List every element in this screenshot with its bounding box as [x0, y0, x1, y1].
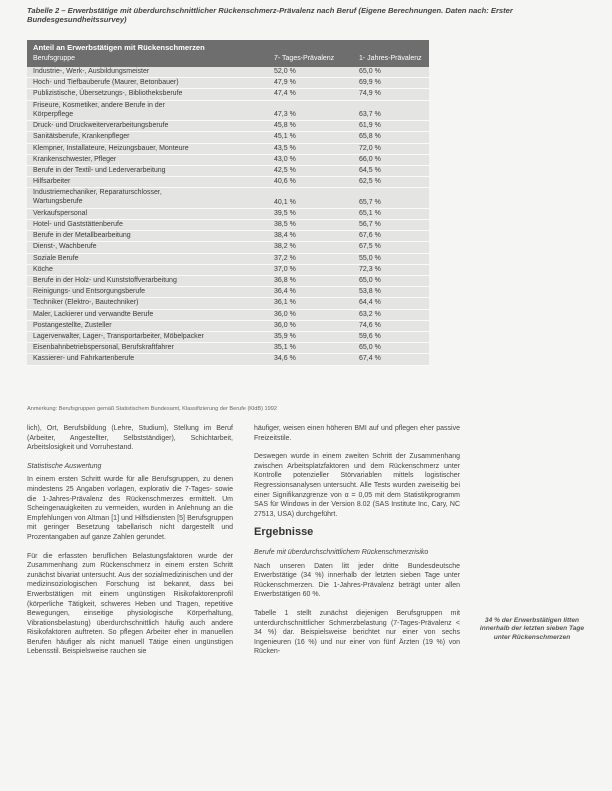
occupation-cell: Reinigungs- und Entsorgungsberufe: [33, 288, 146, 296]
paragraph: In einem ersten Schritt wurde für alle Berufsgruppen, zu denen mindestens 25 Angaben vorlagen, explorativ die 7-Tages- sowie die 1-Jahres-Prävalenz des Rückenschmerzes ermittelt. Um Scheingenauigkeiten zu vermeiden, wurden in Anlehnung an die Empfehlungen von Altman [1] und Hilfsdiensten [5] Berufsgruppen mit geringer Besetzung tabellarisch nicht dargestellt und Prozentangaben auf ganze Zahlen gerundet.: [27, 476, 233, 541]
occupation-cell: Publizistische, Übersetzungs-, Bibliotheksberufe: [33, 90, 183, 98]
table-row: [27, 166, 429, 177]
table-row: [27, 298, 429, 309]
prevalence-7day-cell: 43,5 %: [274, 144, 296, 152]
table-row: [27, 188, 429, 209]
prevalence-1year-cell: 65,0 %: [359, 68, 381, 75]
table-row: [27, 67, 429, 78]
table-row: [27, 276, 429, 287]
occupation-cell: Eisenbahnbetriebspersonal, Berufskraftfahrer: [33, 344, 174, 352]
prevalence-1year-cell: 63,7 %: [359, 110, 381, 118]
prevalence-7day-cell: 34,6 %: [274, 355, 296, 363]
occupation-cell: Berufe in der Metallbearbeitung: [33, 232, 131, 240]
col-header-group: Berufsgruppe: [33, 55, 76, 62]
table-row: [27, 332, 429, 343]
occupation-cell: Krankenschwester, Pfleger: [33, 155, 117, 163]
prevalence-1year-cell: 61,9 %: [359, 122, 381, 130]
paragraph: Deswegen wurde in einem zweiten Schritt der Zusammenhang zwischen Arbeitsplatzfaktoren und dem Rückenschmerz unter Kontrolle potenzieller Störvariablen mittels logistischer Regressionsanalysen untersucht. Alle Tests wurden zweiseitig bei einer Signifikanzgrenze von α = 0,05 mit dem Statistikprogramm SAS für Windows in der Version 8.02 (SAS Institute Inc, Cary, NC 27513, USA) durchgeführt.: [254, 453, 460, 518]
occupation-cell: Postangestellte, Zusteller: [33, 321, 112, 329]
col-header-1year: 1- Jahres-Prävalenz: [359, 55, 422, 62]
prevalence-7day-cell: 36,0 %: [274, 310, 296, 318]
paragraph: Nach unseren Daten litt jeder dritte Bundesdeutsche Erwerbstätige (34 %) innerhalb der letzten sieben Tage unter Rückenschmerzen. Die 1-Jahres-Prävalenz beträgt unter allen Erwerbstätigen 60 %.: [254, 562, 460, 599]
prevalence-7day-cell: 47,9 %: [274, 79, 296, 87]
prevalence-1year-cell: 56,7 %: [359, 221, 381, 229]
prevalence-1year-cell: 67,6 %: [359, 232, 381, 240]
prevalence-7day-cell: 36,4 %: [274, 288, 296, 296]
section-heading-results: Ergebnisse: [254, 526, 314, 539]
occupation-cell: Köche: [33, 265, 53, 273]
prevalence-1year-cell: 67,4 %: [359, 355, 381, 363]
prevalence-1year-cell: 74,6 %: [359, 321, 381, 329]
occupation-cell: Berufe in der Textil- und Lederverarbeitung: [33, 166, 166, 174]
table-row: [27, 132, 429, 143]
occupation-cell: Friseure, Kosmetiker, andere Berufe in der Körperpflege: [33, 101, 165, 118]
occupation-cell: Verkaufspersonal: [33, 209, 88, 217]
table-row: [27, 265, 429, 276]
prevalence-1year-cell: 63,2 %: [359, 310, 381, 318]
margin-note: 34 % der Erwerbstätigen litten innerhalb der letzten sieben Tage unter Rückenschmerzen: [479, 617, 585, 641]
table-row: [27, 343, 429, 354]
right-text-column: [254, 424, 460, 666]
prevalence-7day-cell: 36,8 %: [274, 277, 296, 284]
prevalence-7day-cell: 40,6 %: [274, 178, 296, 186]
table-row: [27, 220, 429, 231]
subheading-statistics: Statistische Auswertung: [27, 462, 102, 470]
occupation-cell: Techniker (Elektro-, Bautechniker): [33, 299, 139, 307]
table-title: Anteil an Erwerbstätigen mit Rückenschmerzen: [33, 43, 205, 52]
prevalence-1year-cell: 74,9 %: [359, 90, 381, 98]
table-row: [27, 254, 429, 265]
occupation-cell: Sanitätsberufe, Krankenpfleger: [33, 133, 130, 141]
prevalence-1year-cell: 62,5 %: [359, 178, 381, 186]
table-row: [27, 321, 429, 332]
table-row: [27, 310, 429, 321]
prevalence-7day-cell: 37,2 %: [274, 254, 296, 262]
prevalence-1year-cell: 67,5 %: [359, 243, 381, 251]
table-row: [27, 89, 429, 100]
prevalence-7day-cell: 38,5 %: [274, 221, 296, 229]
prevalence-1year-cell: 59,6 %: [359, 332, 381, 340]
prevalence-7day-cell: 36,0 %: [274, 321, 296, 329]
prevalence-1year-cell: 64,5 %: [359, 166, 381, 174]
table-row: [27, 121, 429, 132]
prevalence-1year-cell: 72,3 %: [359, 265, 381, 273]
table-row: [27, 101, 429, 122]
table-row: [27, 144, 429, 155]
occupation-cell: Dienst-, Wachberufe: [33, 243, 97, 251]
paragraph: häufiger, weisen einen höheren BMI auf und pflegen eher passive Freizeitstile.: [254, 425, 460, 442]
prevalence-1year-cell: 65,8 %: [359, 133, 381, 141]
prevalence-1year-cell: 66,0 %: [359, 155, 381, 163]
prevalence-table: [27, 40, 429, 366]
prevalence-7day-cell: 45,8 %: [274, 122, 296, 130]
occupation-cell: Kassierer- und Fahrkartenberufe: [33, 355, 135, 363]
paragraph: Tabelle 1 stellt zunächst diejenigen Berufsgruppen mit unterdurchschnittlicher Schmerzbelastung (7-Tages-Prävalenz < 34 %) dar. Beispielsweise berichtet nur einer von sechs Ingenieuren (16 %) und nur einer von fünf Ärzten (19 %) von Rücken-: [254, 609, 460, 656]
prevalence-1year-cell: 65,0 %: [359, 277, 381, 284]
prevalence-7day-cell: 35,9 %: [274, 332, 296, 340]
table-body: [27, 67, 429, 366]
table-source-note: Anmerkung: Berufsgruppen gemäß Statistischem Bundesamt, Klassifizierung der Berufe (KldB) 1992: [27, 406, 277, 412]
table-caption: Tabelle 2 – Erwerbstätige mit überdurchschnittlicher Rückenschmerz-Prävalenz nach Beruf (Eigene Berechnungen. Daten nach: Erster Bundesgesundheitssurvey): [27, 6, 513, 24]
col-header-7day: 7- Tages-Prävalenz: [274, 55, 335, 62]
prevalence-7day-cell: 39,5 %: [274, 209, 296, 217]
subheading-risk-jobs: Berufe mit überdurchschnittlichem Rückenschmerzrisiko: [254, 548, 429, 556]
occupation-cell: Maler, Lackierer und verwandte Berufe: [33, 310, 154, 318]
prevalence-1year-cell: 55,0 %: [359, 254, 381, 262]
paragraph: lich), Ort, Berufsbildung (Lehre, Studium), Stellung im Beruf (Arbeiter, Angestellter, Selbstständiger), Schichtarbeit, Arbeitslosigkeit und Vorruhestand.: [27, 425, 233, 452]
occupation-cell: Klempner, Installateure, Heizungsbauer, Monteure: [33, 144, 189, 152]
prevalence-7day-cell: 52,0 %: [274, 68, 296, 75]
prevalence-7day-cell: 40,1 %: [274, 198, 296, 206]
table-header: [27, 40, 429, 67]
prevalence-1year-cell: 65,7 %: [359, 198, 381, 206]
prevalence-1year-cell: 53,8 %: [359, 288, 381, 296]
table-row: [27, 242, 429, 253]
prevalence-7day-cell: 36,1 %: [274, 299, 296, 307]
occupation-cell: Lagerverwalter, Lager-, Transportarbeiter, Möbelpacker: [33, 332, 204, 340]
prevalence-7day-cell: 45,1 %: [274, 133, 296, 141]
prevalence-7day-cell: 38,4 %: [274, 232, 296, 240]
table-row: [27, 177, 429, 188]
occupation-cell: Druck- und Druckweiterverarbeitungsberufe: [33, 122, 169, 130]
occupation-cell: Soziale Berufe: [33, 254, 79, 262]
occupation-cell: Industriemechaniker, Reparaturschlosser, Wartungsberufe: [33, 189, 162, 206]
occupation-cell: Hilfsarbeiter: [33, 178, 71, 186]
prevalence-7day-cell: 35,1 %: [274, 344, 296, 352]
prevalence-7day-cell: 43,0 %: [274, 155, 296, 163]
table-row: [27, 209, 429, 220]
prevalence-7day-cell: 42,5 %: [274, 166, 296, 174]
prevalence-1year-cell: 64,4 %: [359, 299, 381, 307]
prevalence-1year-cell: 72,0 %: [359, 144, 381, 152]
prevalence-7day-cell: 38,2 %: [274, 243, 296, 251]
paragraph: Für die erfassten beruflichen Belastungsfaktoren wurde der Zusammenhang zum Rückenschmerz in einem ersten Schritt zunächst bivariat untersucht. Aus der sozialmedizinischen und der medizinsoziologischen Forschung ist bekannt, dass bei Erwerbstätigen mit einem ungünstigen Risikofaktorenprofil (körperliche Tätigkeit, schweres Heben und Tragen, repetitive Bewegungen, einseitige physiologische Körperhaltung, Vibrationsbelastung) überdurchschnittlich häufig auch andere Risikofaktoren auftreten. So pflegen Arbeiter eher in manuellen Berufen häufiger als nicht manuell Tätige einen ungünstigen Lebensstil. Beispielsweise rauchen sie: [27, 552, 233, 656]
table-row: [27, 78, 429, 89]
occupation-cell: Hoch- und Tiefbauberufe (Maurer, Betonbauer): [33, 79, 179, 87]
table-row: [27, 155, 429, 166]
occupation-cell: Industrie-, Werk-, Ausbildungsmeister: [33, 68, 150, 75]
prevalence-1year-cell: 65,1 %: [359, 209, 381, 217]
prevalence-7day-cell: 37,0 %: [274, 265, 296, 273]
prevalence-7day-cell: 47,3 %: [274, 110, 296, 118]
occupation-cell: Berufe in der Holz- und Kunststoffverarbeitung: [33, 277, 177, 284]
prevalence-7day-cell: 47,4 %: [274, 90, 296, 98]
occupation-cell: Hotel- und Gaststättenberufe: [33, 221, 123, 229]
table-row: [27, 287, 429, 298]
table-row: [27, 231, 429, 242]
prevalence-1year-cell: 69,9 %: [359, 79, 381, 87]
left-text-column: [27, 424, 233, 666]
prevalence-1year-cell: 65,0 %: [359, 344, 381, 352]
table-row: [27, 354, 429, 365]
